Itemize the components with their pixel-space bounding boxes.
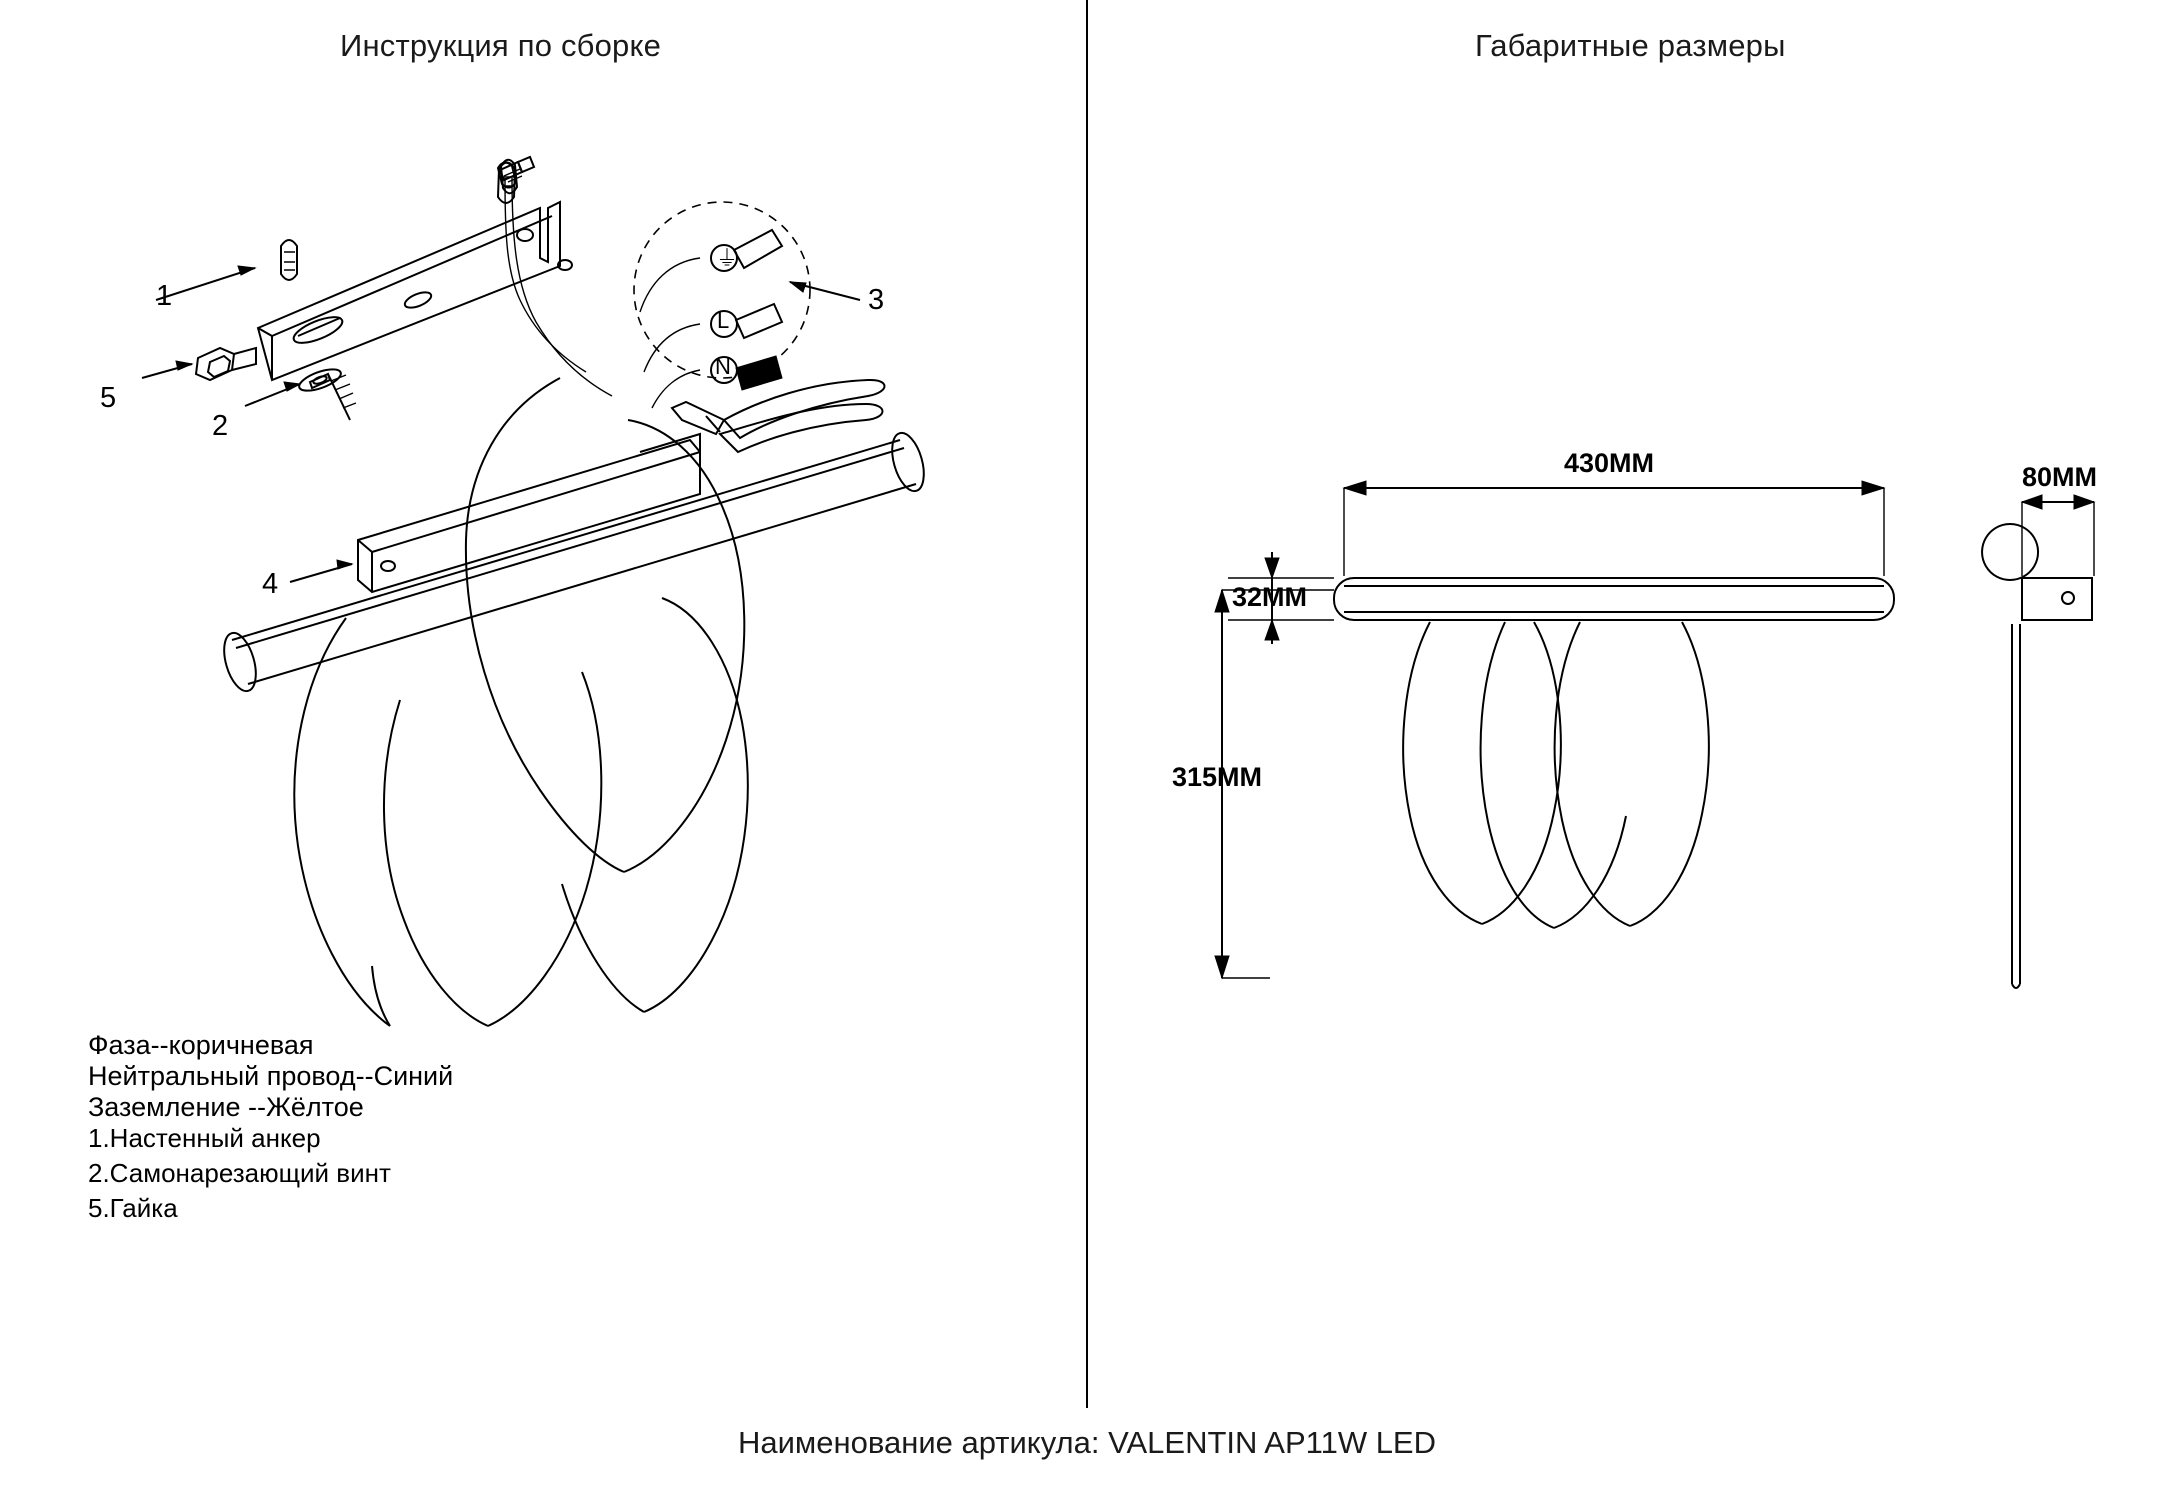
earth-terminal-symbol: ⏚ <box>716 246 739 271</box>
dim-width-label: 430ММ <box>1564 448 1655 478</box>
pliers-tool <box>672 380 885 452</box>
part-note-2: 2.Самонарезающий винт <box>88 1158 391 1188</box>
small-fastener-top <box>501 160 517 194</box>
leader-5 <box>142 364 192 378</box>
callout-5: 5 <box>100 382 117 414</box>
terminal-detail-circle <box>634 202 810 378</box>
wire-note-live: Фаза--коричневая <box>88 1030 314 1060</box>
leader-4 <box>290 564 352 582</box>
front-view-shades <box>1403 622 1709 928</box>
callout-1: 1 <box>156 280 173 312</box>
nut-part <box>196 348 256 380</box>
assembly-exploded-view <box>142 157 930 1026</box>
washer-part <box>297 365 344 395</box>
article-name: Наименование артикула: VALENTIN AP11W LED <box>737 1425 1436 1460</box>
callout-3: 3 <box>868 284 885 316</box>
legend-notes <box>88 1030 628 1224</box>
live-terminal-symbol: L <box>717 308 730 333</box>
side-view <box>1982 524 2092 988</box>
wall-bracket <box>258 202 572 380</box>
callout-2: 2 <box>212 410 229 442</box>
top-screw-part <box>500 157 534 182</box>
dim-depth-label: 80ММ <box>2022 462 2098 492</box>
leader-2 <box>245 384 300 406</box>
leader-3 <box>790 282 860 300</box>
dim-drop-height-label: 315ММ <box>1172 762 1263 792</box>
dim-body-height-label: 32ММ <box>1232 582 1308 612</box>
wire-note-neutral: Нейтральный провод--Синий <box>88 1061 454 1091</box>
lamp-body-tube <box>218 429 929 694</box>
top-anchor-part <box>498 163 515 204</box>
panel-divider <box>1086 0 1088 1408</box>
dimension-view <box>1215 481 2094 988</box>
right-panel-title: Габаритные размеры <box>1475 28 1786 63</box>
part-note-5: 5.Гайка <box>88 1193 178 1223</box>
left-panel-title: Инструкция по сборке <box>340 28 662 63</box>
lamp-shade-outline <box>294 378 747 1026</box>
neutral-terminal-symbol: N <box>715 354 731 379</box>
dim-depth <box>2022 495 2094 576</box>
cap-part <box>498 162 516 187</box>
lamp-mount-block <box>358 434 700 592</box>
terminal-connectors <box>640 230 782 408</box>
wire-note-earth: Заземление --Жёлтое <box>88 1092 364 1122</box>
callout-4: 4 <box>262 568 279 600</box>
part-note-1: 1.Настенный анкер <box>88 1123 321 1153</box>
wall-anchor-part <box>281 240 297 280</box>
self-tapping-screw-part <box>310 374 356 420</box>
front-view-body <box>1334 578 1894 620</box>
dim-width <box>1344 481 1884 576</box>
